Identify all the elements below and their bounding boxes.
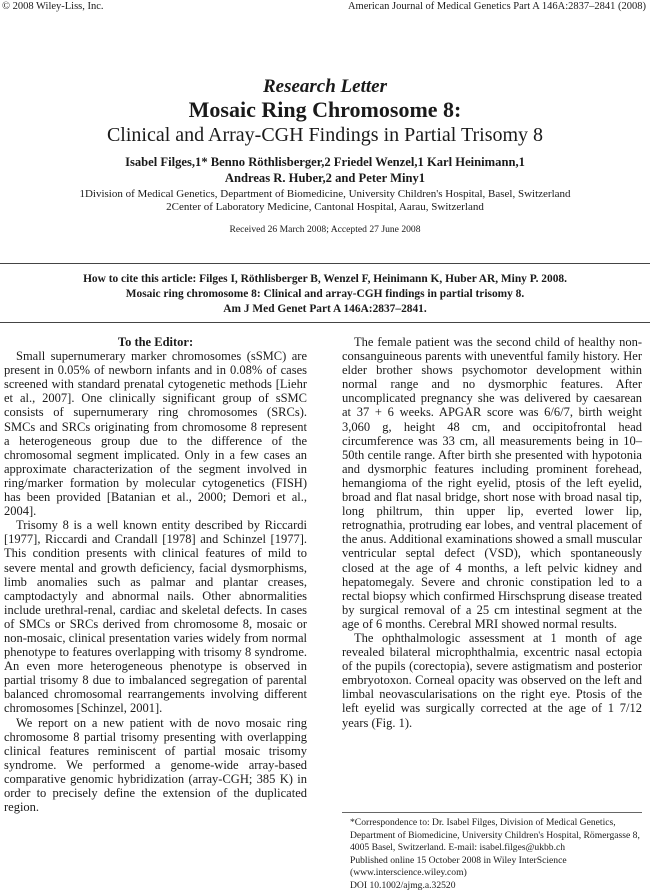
authors-line-1: Isabel Filges,1* Benno Röthlisberger,2 Friedel Wenzel,1 Karl Heinimann,1 [0, 154, 650, 170]
footnote [342, 812, 642, 892]
affiliation-2: 2Center of Laboratory Medicine, Cantonal Hospital, Aarau, Switzerland [0, 201, 650, 214]
article-type: Research Letter [0, 76, 650, 98]
article-title: Mosaic Ring Chromosome 8: [0, 98, 650, 122]
journal-citation-header: American Journal of Medical Genetics Part A 146A:2837–2841 (2008) [348, 1, 646, 12]
authors-line-2: Andreas R. Huber,2 and Peter Miny1 [0, 170, 650, 186]
received-dates: Received 26 March 2008; Accepted 27 June 2008 [0, 224, 650, 235]
doi: DOI 10.1002/ajmg.a.32520 [342, 880, 642, 892]
published-online: Published online 15 October 2008 in Wiley InterScience (www.interscience.wiley.com) [342, 855, 642, 880]
correspondence-note: *Correspondence to: Dr. Isabel Filges, Division of Medical Genetics, Department of Biomedicine, University Children's Hospital, Römergasse 8, 4005 Basel, Switzerland. E-mail: isabel.filges@ukbb.ch [342, 817, 642, 855]
cite-line-1: How to cite this article: Filges I, Röthlisberger B, Wenzel F, Heinimann K, Huber AR, Miny P. 2008. [0, 272, 650, 287]
affiliations [0, 188, 650, 214]
divider-bottom [0, 322, 650, 323]
paragraph: The ophthalmologic assessment at 1 month of age revealed bilateral microphthalmia, excentric nasal ectopia of the pupils (corectopia), severe astigmatism and posterior embryotoxon. Corneal opacity was observed on the left and limbal neovascularisations on the right eye. Ptosis of the left eyelid was surgically corrected at the age of 1 7/12 years (Fig. 1). [342, 631, 642, 730]
paragraph: We report on a new patient with de novo mosaic ring chromosome 8 partial trisomy presenting with overlapping clinical features reminiscent of partial mosaic trisomy syndrome. We performed a genome-wide array-based comparative genomic hybridization (array-CGH; 385 K) in order to precisely define the extension of the duplicated region. [4, 716, 307, 815]
affiliation-1: 1Division of Medical Genetics, Department of Biomedicine, University Children's Hospital, Basel, Switzerland [0, 188, 650, 201]
paragraph: Trisomy 8 is a well known entity described by Riccardi [1977], Riccardi and Crandall [1978] and Schinzel [1977]. This condition presents with clinical features of mild to severe mental and growth deficiency, facial dysmorphisms, limb anomalies such as palmar and plantar creases, camptodactyly and abnormal nails. Other abnormalities include urethral-renal, cardiac and skeletal defects. In cases of SMCs or SRCs derived from chromosome 8, mosaic or non-mosaic, clinical presentation varies widely from normal phenotype to features overlapping with trisomy 8 syndrome. An even more heterogeneous phenotype is observed in partial trisomy 8 due to imbalanced segregation of parental balanced chromosomal rearrangements involving different chromosomes [Schinzel, 2001]. [4, 518, 307, 715]
right-column [342, 335, 642, 730]
paragraph: Small supernumerary marker chromosomes (sSMC) are present in 0.05% of newborn infants and in 0.08% of cases screened with standard prenatal cytogenetic methods [Liehr et al., 2007]. One clinically significant group of sSMC consists of supernumerary ring chromosomes (SRCs). SMCs and SRCs originating from chromosome 8 represent a heterogeneous group due to the difference of the chromosomal segment implicated. Only in a few cases an approximate characterization of the segment involved in ring/marker formation by molecular cytogenetics (FISH) has been provided [Batanian et al., 2000; Demori et al., 2004]. [4, 349, 307, 518]
paragraph: The female patient was the second child of healthy non-consanguineous parents with uneventful family history. Her elder brother shows psychomotor development within normal range and no dysmorphic features. After uncomplicated pregnancy she was delivered by caesarean at 37 + 6 weeks. APGAR score was 6/6/7, birth weight 3,060 g, height 48 cm, and occipitofrontal head circumference was 33 cm, all measurements being in 10–50th centile range. After birth she presented with hypotonia and dysmorphic features including prominent forehead, hemangioma of the right eyelid, ptosis of the left eyelid, broad and flat nasal bridge, short nose with broad nasal tip, long philtrum, thin upper lip, everted lower lip, retrognathia, protruding ear lobes, and ventral placement of the anus. Additional examinations showed a small muscular ventricular septal defect (VSD), which spontaneously closed at the age of 4 months, a left pelvic kidney and hepatomegaly. Severe and chronic constipation led to a rectal biopsy which confirmed Hirschsprung disease treated by surgical removal of a 25 cm intestinal segment at the age of 6 months. Cerebral MRI showed normal results. [342, 335, 642, 631]
author-list [0, 154, 650, 186]
running-header [0, 1, 650, 15]
how-to-cite [0, 272, 650, 317]
footnote-rule [342, 812, 642, 813]
left-column [4, 335, 307, 814]
salutation: To the Editor: [4, 335, 307, 349]
cite-line-2: Mosaic ring chromosome 8: Clinical and array-CGH findings in partial trisomy 8. [0, 287, 650, 302]
cite-line-3: Am J Med Genet Part A 146A:2837–2841. [0, 302, 650, 317]
divider-top [0, 263, 650, 264]
article-subtitle: Clinical and Array-CGH Findings in Partial Trisomy 8 [0, 122, 650, 148]
title-block [0, 76, 650, 235]
copyright-notice: © 2008 Wiley-Liss, Inc. [2, 1, 104, 12]
